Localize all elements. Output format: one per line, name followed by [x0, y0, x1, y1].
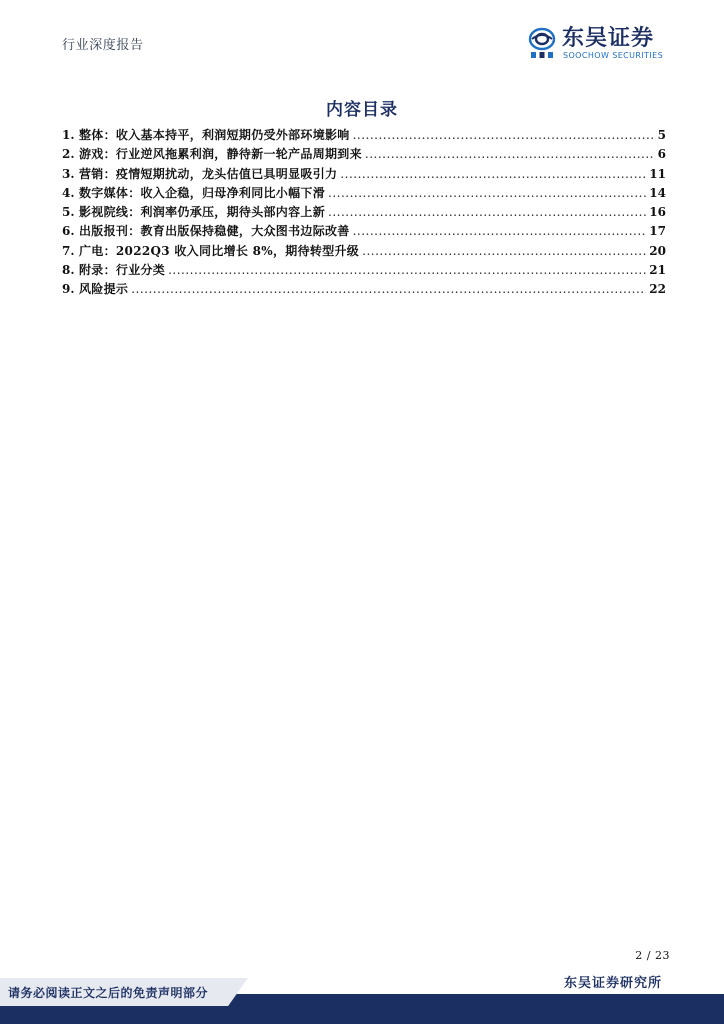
toc-entry-title: 游戏：行业逆风拖累利润，静待新一轮产品周期到来: [79, 147, 362, 162]
toc-entry-number: 5.: [62, 205, 75, 220]
toc-dot-leader: [353, 224, 647, 238]
toc-list: [62, 126, 666, 300]
toc-dot-leader: [365, 147, 655, 161]
toc-entry[interactable]: [62, 261, 666, 280]
toc-entry-page: 14: [649, 185, 666, 200]
page-indicator: 2 / 23: [635, 949, 670, 962]
toc-entry-page: 17: [649, 224, 666, 239]
toc-entry-title: 风险提示: [79, 282, 129, 297]
toc-entry-title: 广电：2022Q3 收入同比增长 8%，期待转型升级: [79, 243, 360, 258]
toc-entry[interactable]: [62, 203, 666, 222]
toc-entry-page: 22: [649, 282, 666, 297]
toc-dot-leader: [353, 128, 655, 142]
toc-entry[interactable]: [62, 145, 666, 164]
toc-entry[interactable]: [62, 184, 666, 203]
toc-dot-leader: [328, 205, 646, 219]
soochow-logo-icon: [528, 27, 556, 61]
toc-title: 内容目录: [326, 100, 398, 120]
toc-entry-page: 6: [657, 147, 666, 162]
toc-entry[interactable]: [62, 280, 666, 299]
toc-entry-number: 6.: [62, 224, 75, 239]
toc-dot-leader: [131, 282, 646, 296]
toc-entry-number: 3.: [62, 166, 75, 181]
toc-entry-number: 1.: [62, 128, 75, 142]
toc-entry-page: 11: [649, 166, 666, 181]
toc-entry-title: 数字媒体：收入企稳，归母净利同比小幅下滑: [79, 185, 326, 200]
toc-entry[interactable]: [62, 222, 666, 241]
research-institute-label: 东吴证券研究所: [563, 976, 662, 991]
toc-entry-page: 21: [649, 263, 666, 278]
toc-entry-title: 影视院线：利润率仍承压，期待头部内容上新: [79, 205, 326, 220]
toc-entry-page: 20: [649, 243, 666, 258]
disclaimer-notice: 请务必阅读正文之后的免责声明部分: [8, 986, 209, 1000]
soochow-logo: [528, 27, 678, 63]
toc-entry[interactable]: [62, 126, 666, 145]
report-type-label: 行业深度报告: [62, 38, 144, 53]
toc-dot-leader: [328, 186, 646, 200]
toc-entry-number: 9.: [62, 282, 75, 297]
toc-entry-title: 整体：收入基本持平，利润短期仍受外部环境影响: [79, 128, 350, 142]
logo-chinese-name: 东吴证券: [562, 26, 655, 51]
toc-entry[interactable]: [62, 165, 666, 184]
toc-dot-leader: [362, 244, 646, 258]
toc-entry-number: 8.: [62, 263, 75, 278]
toc-entry-number: 4.: [62, 185, 75, 200]
toc-entry-page: 5: [657, 128, 666, 142]
toc-entry-title: 附录：行业分类: [79, 263, 166, 278]
toc-dot-leader: [340, 167, 646, 181]
logo-english-name: SOOCHOW SECURITIES: [563, 51, 664, 60]
toc-entry-page: 16: [649, 205, 666, 220]
toc-entry-number: 7.: [62, 243, 75, 258]
toc-entry-number: 2.: [62, 147, 75, 162]
toc-entry-title: 出版报刊：教育出版保持稳健，大众图书边际改善: [79, 224, 350, 239]
toc-dot-leader: [168, 263, 646, 277]
toc-entry[interactable]: [62, 242, 666, 261]
toc-entry-title: 营销：疫情短期扰动，龙头估值已具明显吸引力: [79, 166, 338, 181]
